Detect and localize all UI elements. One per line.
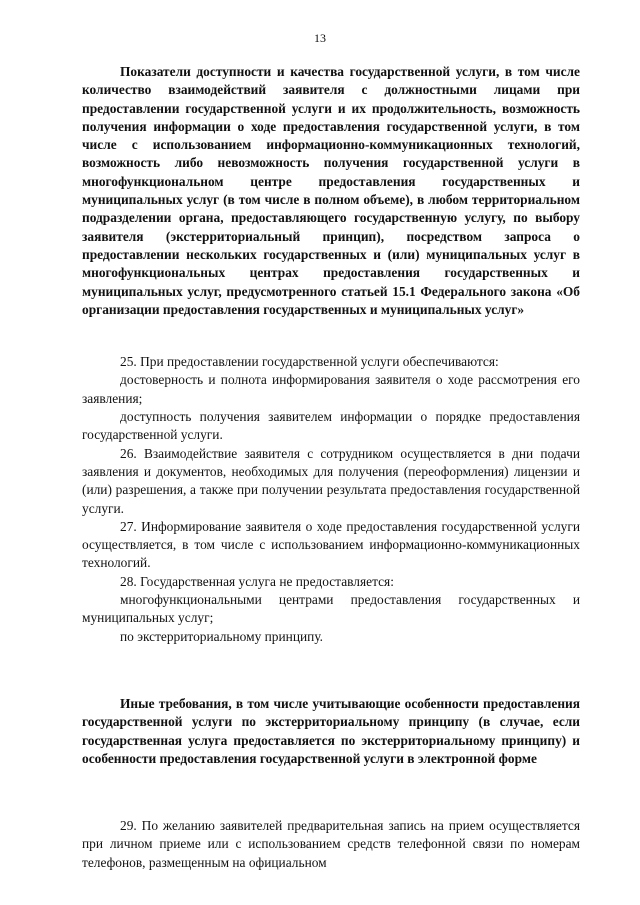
page-number: 13 xyxy=(314,31,326,45)
section-heading-other-requirements: Иные требования, в том числе учитывающие особенности предоставления государственной услуги по экстерриториальному принципу (в случае, если государственная услуга предоставляется по экстерриториальному принципу) и особенности предоставления государственной услуги в электронной форме xyxy=(82,695,580,766)
paragraph-27: 27. Информирование заявителя о ходе предоставления государственной услуги осуществляется, в том числе с использованием информационно-коммуникационных технологий. xyxy=(82,518,580,571)
paragraph-25-item-availability: доступность получения заявителем информации о порядке предоставления государственной услуги. xyxy=(82,409,580,443)
document-body xyxy=(82,63,580,872)
paragraph-28-item-mfc: многофункциональными центрами предоставления государственных и муниципальных услуг; xyxy=(82,592,580,626)
paragraph-25-item-reliability: достоверность и полнота информирования заявителя о ходе рассмотрения его заявления; xyxy=(82,372,580,406)
paragraph-29: 29. По желанию заявителей предварительная запись на прием осуществляется при личном приеме или с использованием средств телефонной связи по номерам телефонов, размещенным на официальном xyxy=(82,818,580,870)
paragraph-28: 28. Государственная услуга не предоставляется: xyxy=(120,573,394,589)
paragraph-25: 25. При предоставлении государственной услуги обеспечиваются: xyxy=(120,354,499,370)
section-heading-accessibility-indicators: Показатели доступности и качества государственной услуги, в том числе количество взаимодействий заявителя с должностными лицами при предоставлении государственной услуги и их продолжительность, возможность получения информации о ходе предоставления государственной услуги, в том числе с использованием информационно-коммуникационных технологий, возможность либо невозможность получения государственной услуги в многофункциональном центре предоставления государственных и муниципальных услуг (в том числе в полном объеме), в любом территориальном подразделении органа, предоставляющего государственную услугу, по выбору заявителя (экстерриториальный принцип), посредством запроса о предоставлении нескольких государственных и (или) муниципальных услуг в многофункциональных центрах предоставления государственных и муниципальных услуг, предусмотренного статьей 15.1 Федерального закона «Об организации предоставления государственных и муниципальных услуг» xyxy=(82,64,580,317)
paragraph-26: 26. Взаимодействие заявителя с сотрудником осуществляется в дни подачи заявления и документов, необходимых для получения (переоформления) лицензии и (или) разрешения, а также при получении результата предоставления государственной услуги. xyxy=(82,445,580,516)
paragraph-28-item-extraterritorial: по экстерриториальному принципу. xyxy=(120,628,324,644)
